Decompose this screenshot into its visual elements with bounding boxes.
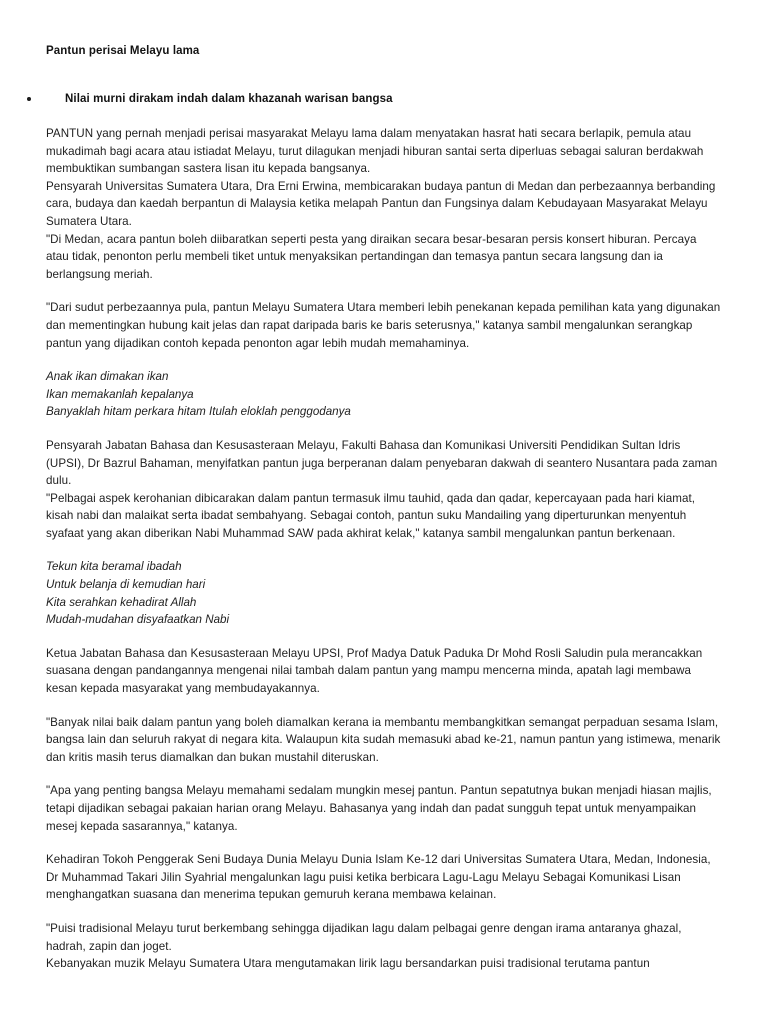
- paragraph-8: "Banyak nilai baik dalam pantun yang boleh diamalkan kerana ia membantu membangkitkan semangat perpaduan sesama Islam, bangsa lain dan seluruh rakyat di negara kita. Walaupun kita sudah memasuki abad ke-21, namun pantun yang istimewa, menarik dan kritis masih terus diamalkan dan bukan mustahil diteruskan.: [46, 715, 721, 764]
- paragraph-7: Ketua Jabatan Bahasa dan Kesusasteraan Melayu UPSI, Prof Madya Datuk Paduka Dr Mohd Rosli Saludin pula merancakkan suasana dengan pandangannya mengenai nilai tambah dalam pantun yang mampu mencerna minda, apatah lagi membawa kesan kepada masyarakat yang membudayakannya.: [46, 646, 703, 696]
- pantun-stanza-2: [46, 558, 722, 628]
- bullet-point-icon: [27, 97, 31, 101]
- paragraph-6: "Pelbagai aspek kerohanian dibicarakan dalam pantun termasuk ilmu tauhid, qada dan qadar, kepercayaan pada hari kiamat, kisah nabi dan malaikat serta ibadat sembahyang. Sebagai contoh, pantun suku Mandailing yang diperturunkan menyentuh syafaat yang akan diberikan Nabi Muhammad SAW pada akhirat kelak," katanya sambil mengalunkan pantun berkenaan.: [46, 491, 696, 540]
- bullet-heading-block: [46, 92, 722, 107]
- paragraph-4: "Dari sudut perbezaannya pula, pantun Melayu Sumatera Utara memberi lebih penekanan kepada pemilihan kata yang digunakan dan mementingkan hubung kait jelas dan rapat daripada baris ke baris seterusnya," katanya sambil mengalunkan serangkap pantun yang dijadikan contoh kepada penonton agar lebih mudah memahaminya.: [46, 301, 721, 350]
- pantun-line: Banyaklah hitam perkara hitam Itulah eloklah penggodanya: [46, 405, 351, 419]
- paragraph-2: Pensyarah Universitas Sumatera Utara, Dra Erni Erwina, membicarakan budaya pantun di Medan dan perbezaannya berbanding cara, budaya dan kaedah berpantun di Malaysia ketika melapah Pantun dan Fungsinya dalam Kebudayaan Masyarakat Melayu Sumatera Utara.: [46, 179, 716, 228]
- paragraph-3: "Di Medan, acara pantun boleh diibaratkan seperti pesta yang diraikan secara besar-besaran persis konsert hiburan. Percaya atau tidak, penonton perlu membeli tiket untuk menyaksikan pertandingan dan temasya pantun secara langsung dan ia berlangsung meriah.: [46, 232, 697, 281]
- paragraph-5: Pensyarah Jabatan Bahasa dan Kesusasteraan Melayu, Fakulti Bahasa dan Komunikasi Universiti Pendidikan Sultan Idris (UPSI), Dr Bazrul Bahaman, menyifatkan pantun juga berperanan dalam penyebaran dakwah di seantero Nusantara pada zaman dulu.: [46, 438, 718, 488]
- pantun-stanza-1: [46, 368, 722, 421]
- article-body: [46, 125, 722, 973]
- page-title: Pantun perisai Melayu lama: [46, 45, 200, 57]
- paragraph-9: "Apa yang penting bangsa Melayu memahami sedalam mungkin mesej pantun. Pantun sepatutnya bukan menjadi hiasan majlis, tetapi dijadikan sebagai pakaian harian orang Melayu. Bahasanya yang indah dan padat sungguh tepat untuk menyampaikan mesej kepada sasarannya," katanya.: [46, 784, 712, 833]
- pantun-line: Kita serahkan kehadirat Allah: [46, 595, 197, 609]
- pantun-line: Anak ikan dimakan ikan: [46, 370, 169, 384]
- pantun-line: Untuk belanja di kemudian hari: [46, 578, 206, 592]
- paragraph-10: Kehadiran Tokoh Penggerak Seni Budaya Dunia Melayu Dunia Islam Ke-12 dari Universitas Sumatera Utara, Medan, Indonesia, Dr Muhammad Takari Jilin Syahrial mengalunkan lagu puisi ketika berbicara Lagu-Lagu Melayu Sebagai Komunikasi Lisan menghangatkan suasana dan menerima tepukan gemuruh kerana membawa kelainan.: [46, 853, 711, 902]
- paragraph-12: Kebanyakan muzik Melayu Sumatera Utara mengutamakan lirik lagu bersandarkan puisi tradisional terutama pantun: [46, 957, 650, 971]
- pantun-line: Tekun kita beramal ibadah: [46, 560, 182, 574]
- paragraph-11: "Puisi tradisional Melayu turut berkembang sehingga dijadikan lagu dalam pelbagai genre dengan irama antaranya ghazal, hadrah, zapin dan joget.: [46, 921, 682, 953]
- paragraph-1: PANTUN yang pernah menjadi perisai masyarakat Melayu lama dalam menyatakan hasrat hati secara berlapik, pemula atau mukadimah bagi acara atau istiadat Melayu, turut dilagukan menjadi hiburan santai serta diperluas sebagai saluran berdakwah membuktikan sumbangan sastera lisan itu kepada bangsanya.: [46, 127, 704, 176]
- pantun-line: Mudah-mudahan disyafaatkan Nabi: [46, 613, 230, 627]
- pantun-line: Ikan memakanlah kepalanya: [46, 387, 194, 401]
- section-subheading: Nilai murni dirakam indah dalam khazanah warisan bangsa: [65, 93, 393, 105]
